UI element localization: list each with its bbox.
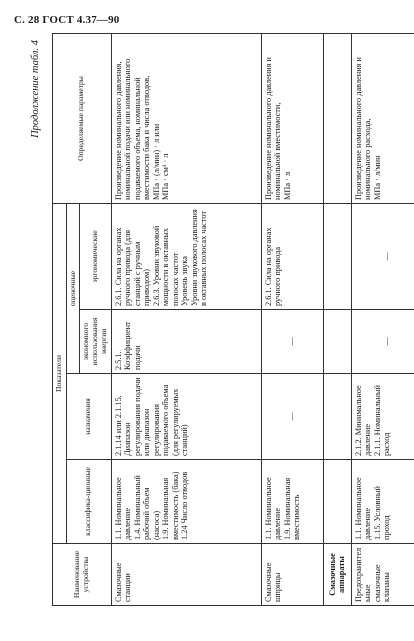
section-subheader: Смазочные аппараты bbox=[323, 544, 351, 606]
empty-cell bbox=[323, 460, 351, 544]
col-device: Наименование устройства bbox=[53, 544, 112, 606]
cell-purpose: — bbox=[261, 374, 323, 460]
cell-params: Произведение номинального давления и номинального расхода, МПа · л/мин bbox=[351, 33, 414, 203]
col-params: Определяемые параметры bbox=[53, 33, 112, 203]
cell-economy: — bbox=[351, 310, 414, 374]
cell-device: Предохранительные смазочные клапаны bbox=[351, 544, 414, 606]
table-body bbox=[111, 33, 414, 605]
page-header: С. 28 ГОСТ 4.37—90 bbox=[14, 14, 120, 26]
table-subheader-row bbox=[323, 33, 351, 605]
cell-ergonomic: 2.6.1. Сила на органах ручного привода bbox=[261, 203, 323, 309]
empty-cell bbox=[323, 310, 351, 374]
rotated-table-page bbox=[30, 34, 390, 606]
empty-cell bbox=[323, 374, 351, 460]
col-ergonomic: эргономические bbox=[80, 203, 111, 309]
cell-economy: — bbox=[261, 310, 323, 374]
cell-classification: 1.1. Номинальное давление 1.15. Условный проход bbox=[351, 460, 414, 544]
continuation-label: Продолжение табл. 4 bbox=[30, 40, 41, 138]
cell-device: Смазочные шприцы bbox=[261, 544, 323, 606]
col-economy: экономного использования энергии bbox=[80, 310, 111, 374]
cell-purpose: 2.1.2. Минимальное давление 2.1.1. Номинальный расход bbox=[351, 374, 414, 460]
table-row bbox=[261, 33, 323, 605]
col-indicators: Показатели bbox=[53, 203, 67, 543]
cell-ergonomic: — bbox=[351, 203, 414, 309]
col-classification: классифика-ционные bbox=[66, 460, 111, 544]
standards-table bbox=[52, 33, 414, 606]
cell-classification: 1.1. Номинальное давление 1.4. Номинальный рабочий объем (насоса) 1.9. Номинальная вместимость (бака) 1.24 Число отводов bbox=[111, 460, 261, 544]
cell-ergonomic: 2.6.1. Сила на органах ручного привода (для станций с ручным приводом) 2.6.3. Уровни звуковой мощности в октавных полосах частот Уровень звука Уровни звукового давления в октавных полосах частот bbox=[111, 203, 261, 309]
cell-classification: 1.1. Номинальное давление 1.9. Номинальная вместимость bbox=[261, 460, 323, 544]
empty-cell bbox=[323, 33, 351, 203]
cell-params: Произведение номинального давления и номинальной вместимости, МПа · л bbox=[261, 33, 323, 203]
table-row bbox=[351, 33, 414, 605]
empty-cell bbox=[323, 203, 351, 309]
col-purpose: назначения bbox=[66, 374, 111, 460]
cell-economy: 2.5.1. Коэффициент подачи bbox=[111, 310, 261, 374]
cell-params: Произведение номинального давления, номинальной подачи или номинального подаваемого объема, номинальной вместимости бака и числа отводов, МПа · (л/мин) · л или МПа · см³ · л bbox=[111, 33, 261, 203]
cell-purpose: 2.1.14 или 2.1.15. Диапазон регулирования подачи или диапазон регулирования подаваемого объема (для регулируемых станций) bbox=[111, 374, 261, 460]
cell-device: Смазочные станции bbox=[111, 544, 261, 606]
table-row bbox=[111, 33, 261, 605]
col-evaluative: оценочные bbox=[66, 203, 80, 373]
